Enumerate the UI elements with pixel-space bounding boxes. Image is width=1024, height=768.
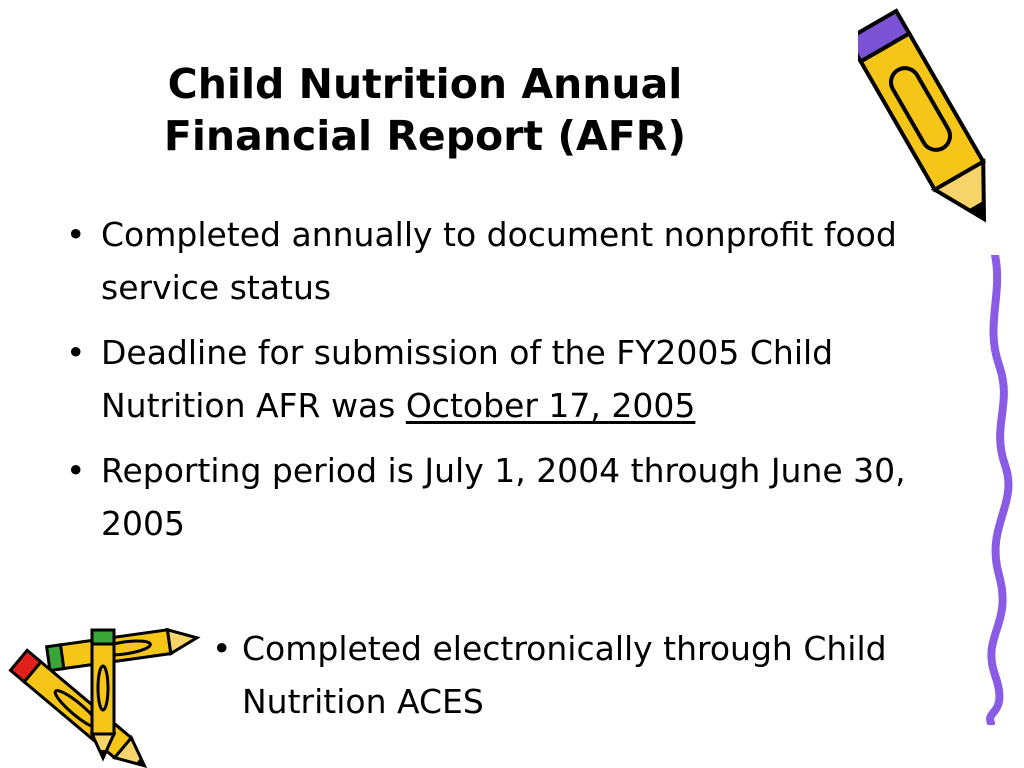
pencil-clipart (858, 2, 1008, 242)
bullet-text: Reporting period is July 1, 2004 through June 30, 2005 (101, 451, 906, 543)
bullet-text: Deadline for submission of the FY2005 Child Nutrition AFR was (101, 333, 834, 425)
bullet-list (62, 208, 967, 562)
squiggle-line (955, 255, 1024, 725)
title-line-1: Child Nutrition Annual (167, 60, 683, 108)
bullet-text: Completed annually to document nonprofit food service status (101, 215, 897, 307)
crossed-pencils-clipart (0, 612, 215, 768)
title-line-2: Financial Report (AFR) (163, 112, 687, 160)
sub-bullet-item (212, 622, 972, 728)
bullet-item (62, 208, 967, 314)
bullet-item (62, 444, 967, 550)
deadline-date: October 17, 2005 (405, 386, 696, 425)
sub-bullet-list (212, 622, 972, 728)
bullet-item (62, 326, 967, 432)
slide-title (60, 58, 790, 162)
sub-bullet-text: Completed electronically through Child Nutrition ACES (242, 629, 887, 721)
